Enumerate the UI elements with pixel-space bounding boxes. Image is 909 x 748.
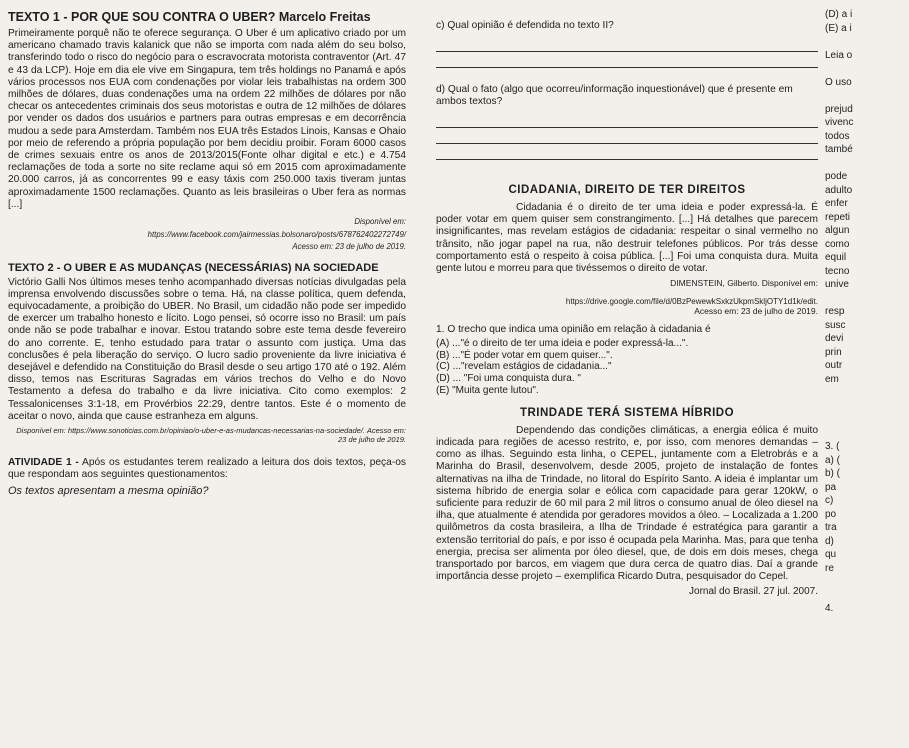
cidadania-author: DIMENSTEIN, Gilberto. Disponível em: [670, 278, 818, 289]
activity1-paragraph [8, 457, 406, 481]
right-column-fragment: b) ( [825, 468, 840, 479]
right-column-fragment: devi [825, 333, 844, 344]
cidadania-question-1: 1. O trecho que indica uma opinião em relação à cidadania é [436, 323, 711, 335]
right-column-fragment: repeti [825, 211, 851, 223]
cidadania-title: CIDADANIA, DIREITO DE TER DIREITOS [508, 184, 746, 196]
right-column-fragment [825, 386, 909, 400]
right-column-fragment: unive [825, 279, 849, 290]
right-column-fragment: susc [825, 319, 846, 331]
right-column-fragment: Leia o [825, 49, 853, 61]
right-column-fragment: po [825, 508, 837, 520]
right-column-fragment: c) [825, 495, 834, 506]
right-column-fragment [825, 413, 909, 427]
text2-title: TEXTO 2 - O UBER E AS MUDANÇAS (NECESSÁRIAS) NA SOCIEDADE [8, 261, 379, 274]
hibrido-body: Dependendo das condições climáticas, a energia eólica é muito indicada para regiões de acesso restrito, e, por isso, com menores demandas – como as ilhas. Seguindo esta linha, o CEPEL, juntamente com a Eletrobrás e a Marinha do Brasil, desenvolvem, desde 2005, projeto de instalação de fontes alternativas na ilha de Trindade, no litoral do Espírito Santo. A ideia é implantar um sistema híbrido de energia solar e eólica com capacidade para gerar 120kW, o suficiente para reduzir de 60 mil para 2 mil litros o consumo anual de óleo diesel na ilha, que atualmente é atendida por geradores movidos a óleo. – Localizada a 1.200 quilômetros da costa brasileira, a Ilha de Trindade é estratégica para garantir a extensão territorial do país, e por isso é ocupada pela Marinha. Mas, para que tenha energia, precisa ser alimenta por óleo diesel, que, de dois em dois meses, chega transportado por barcos, em viagem que dura cerca de quatro dias. Daí a grande importância desse projeto – exemplifica Ricardo Dutra, pesquisador do Cepel. [436, 424, 818, 583]
text1-title: TEXTO 1 - POR QUE SOU CONTRA O UBER? Marcelo Freitas [8, 10, 371, 24]
right-column-fragment: tra [825, 522, 837, 533]
right-column-fragment: (E) a i [825, 22, 852, 34]
right-column-fragment [825, 292, 909, 306]
hibrido-source: Jornal do Brasil. 27 jul. 2007. [689, 586, 818, 598]
right-column-fragment [825, 427, 909, 441]
option-e[interactable]: (E) "Muita gente lutou". [436, 384, 539, 396]
right-column-fragment: d) [825, 535, 834, 547]
right-column-fragment: equil [825, 252, 847, 263]
right-column-fragment: vivenc [825, 117, 854, 128]
activity1-question: Os textos apresentam a mesma opinião? [8, 485, 209, 498]
answer-line-d3[interactable] [436, 146, 818, 160]
right-column-fragment: todos [825, 130, 850, 142]
right-column-fragment: re [825, 562, 834, 574]
right-column-fragment: també [825, 144, 853, 155]
option-b[interactable]: (B) ..."É poder votar em quem quiser...". [436, 349, 613, 361]
text1-body: Primeiramente porquê não te oferece segurança. O Uber é um aplicativo criado por um americano chamado travis kalanick que não se importa com nada além do seu bolso, transferindo todo o risco do negócio para o escravocrata motorista contraventor (Art. 47 e 43 da LCP). Hoje em dia ele vive em Singapura, tem três holdings no Panamá e após vários processos nos EUA com condenações por violar leis trabalhistas na ordem 300 milhões de dólares, duas condenações uma na ordem 22 milhões de dólares por não checar os antecedentes criminais dos seus motoristas e outra de 12 milhões de dólares por vender os dados dos usuários e partners para outras empresas e em decorrência mudou a sede para Amsterdam. Também nos EUA três Estados Linois, Kansas e Ohaio por meio de referendo a própria população por bem decidiu proibir. Foram 6000 casos de crimes sexuais entre os anos de 2013/2015(Fonte olhar digital e etc.) e 4.754 reclamações de toda a sorte no site reclame aqui só em 2015 com aproximadamente 20.000 carros, já as concorrentes 99 e easy táxis com 250.000 taxis tiveram juntas aproximadamente 1500 reclamações. Quanto as leis brasileiras o Uber fera as normas [...] [8, 28, 406, 210]
right-column-fragment: prin [825, 346, 842, 358]
option-d[interactable]: (D) ... "Foi uma conquista dura. " [436, 373, 581, 385]
right-column-fragment [825, 89, 909, 103]
text2-author: Victório Galli [8, 276, 66, 288]
cidadania-body: Cidadania é o direito de ter uma ideia e poder expressá-la. É poder votar em quem quiser sem constrangimento. [...] Há detalhes que parecem insignificantes, mas revelam estágios de cidadania: respeitar o sinal vermelho no trânsito, não jogar papel na rua, não destruir telefones públicos. Por trás desse comportamento está o respeito à coisa pública. [...] Foi uma conquista dura. Muita gente lutou e morreu para que tivéssemos o direito de votar. [436, 202, 818, 275]
text1-source-access: Acesso em: 23 de julho de 2019. [292, 242, 406, 252]
text2-body: Nos últimos meses tenho acompanhado diversas notícias divulgadas pela imprensa envolvendo discussões sobre o tema. Há, na classe política, quem defenda, equivocadamente, a proibição do UBER. No Brasil, um cidadão não pode ser impedido de exercer um trabalho honesto e lícito. Logo pensei, só ocorre isso no Brasil: um país onde não se pode trabalhar e inovar. Estou tratando sobre este tema desde fevereiro do ano corrente. E, tenho estudado para tratar o assunto com justiça. Uma das conclusões é pela liberação do serviço. O lucro sadio proveniente da livre iniciativa é desejável e defendido na Constituição do Brasil desde o seu artigo 170 até o 192. Além disso, temos nas Escrituras Sagradas em vários trechos do Velho e do Novo Testamento a defesa do trabalho e da livre iniciativa. Cito como exemplos: 2 Tessalonicenses 3:1-18, em Provérbios 22:29, dentre tantos. Este é o momento de aceitar o novo, ainda que cause estranheza em alguns. [8, 276, 406, 422]
option-a[interactable]: (A) ..."é o direito de ter uma ideia e poder expressá-la...". [436, 337, 689, 349]
right-column-fragment: a) ( [825, 454, 840, 466]
right-column-fragment [825, 62, 909, 76]
text2-paragraph [8, 277, 406, 423]
question-c: c) Qual opinião é defendida no texto II? [436, 20, 614, 31]
right-column-fragment [825, 575, 909, 589]
right-column-fragment: (D) a i [825, 9, 853, 20]
right-column-fragment: O uso [825, 76, 852, 88]
right-column-fragment: 3. ( [825, 441, 840, 452]
right-column-fragment [825, 35, 909, 49]
left-column [8, 0, 406, 508]
right-column-fragment: outr [825, 360, 843, 371]
hibrido-title: TRINDADE TERÁ SISTEMA HÍBRIDO [519, 406, 735, 419]
right-column-fragment: 4. [825, 603, 834, 614]
cidadania-url: https://drive.google.com/file/d/0BzPewewkSxkzUkpmSkljOTY1d1k/edit. [565, 296, 818, 306]
right-column-fragment: como [825, 238, 850, 250]
text1-source-label: Disponível em: [354, 217, 406, 227]
text1-source-url: https://www.facebook.com/jairmessias.bolsonaro/posts/678762402272749/ [147, 229, 406, 239]
right-column-fragment: qu [825, 549, 837, 560]
right-column-fragment: enfer [825, 198, 848, 209]
right-column-fragment [825, 400, 909, 414]
question-d: d) Qual o fato (algo que ocorreu/informação inquestionável) que é presente em ambos textos? [436, 84, 793, 107]
right-column-fragment: pode [825, 171, 848, 182]
right-column-fragment [825, 157, 909, 171]
right-column-fragment: pa [825, 481, 837, 493]
right-column-fragment: algun [825, 225, 850, 236]
answer-line-c2[interactable] [436, 54, 818, 68]
answer-line-c1[interactable] [436, 38, 818, 52]
middle-column [436, 0, 818, 607]
answer-line-d2[interactable] [436, 130, 818, 144]
activity1-title: ATIVIDADE 1 - [8, 456, 79, 468]
answer-line-d1[interactable] [436, 114, 818, 128]
option-c[interactable]: (C) ..."revelam estágios de cidadania..." [436, 361, 612, 373]
cidadania-access: Acesso em: 23 de julho de 2019. [694, 305, 818, 316]
right-column-fragment [825, 589, 909, 603]
right-column-fragment: adulto [825, 184, 853, 196]
activity1-body: Após os estudantes terem realizado a leitura dos dois textos, peça-os que respondam aos seguintes questionamentos: [8, 456, 406, 481]
text2-source: Disponível em: https://www.sonoticias.com.br/opiniao/o-uber-e-as-mudancas-necessarias-na-sociedade/. Acesso em: 23 de julho de 2019. [16, 425, 406, 445]
right-column-fragment: tecno [825, 265, 850, 277]
right-column-fragment: prejud [825, 103, 853, 115]
right-column-fragments [825, 8, 909, 616]
right-column-fragment: resp [825, 306, 845, 317]
right-column-fragment: em [825, 373, 839, 385]
